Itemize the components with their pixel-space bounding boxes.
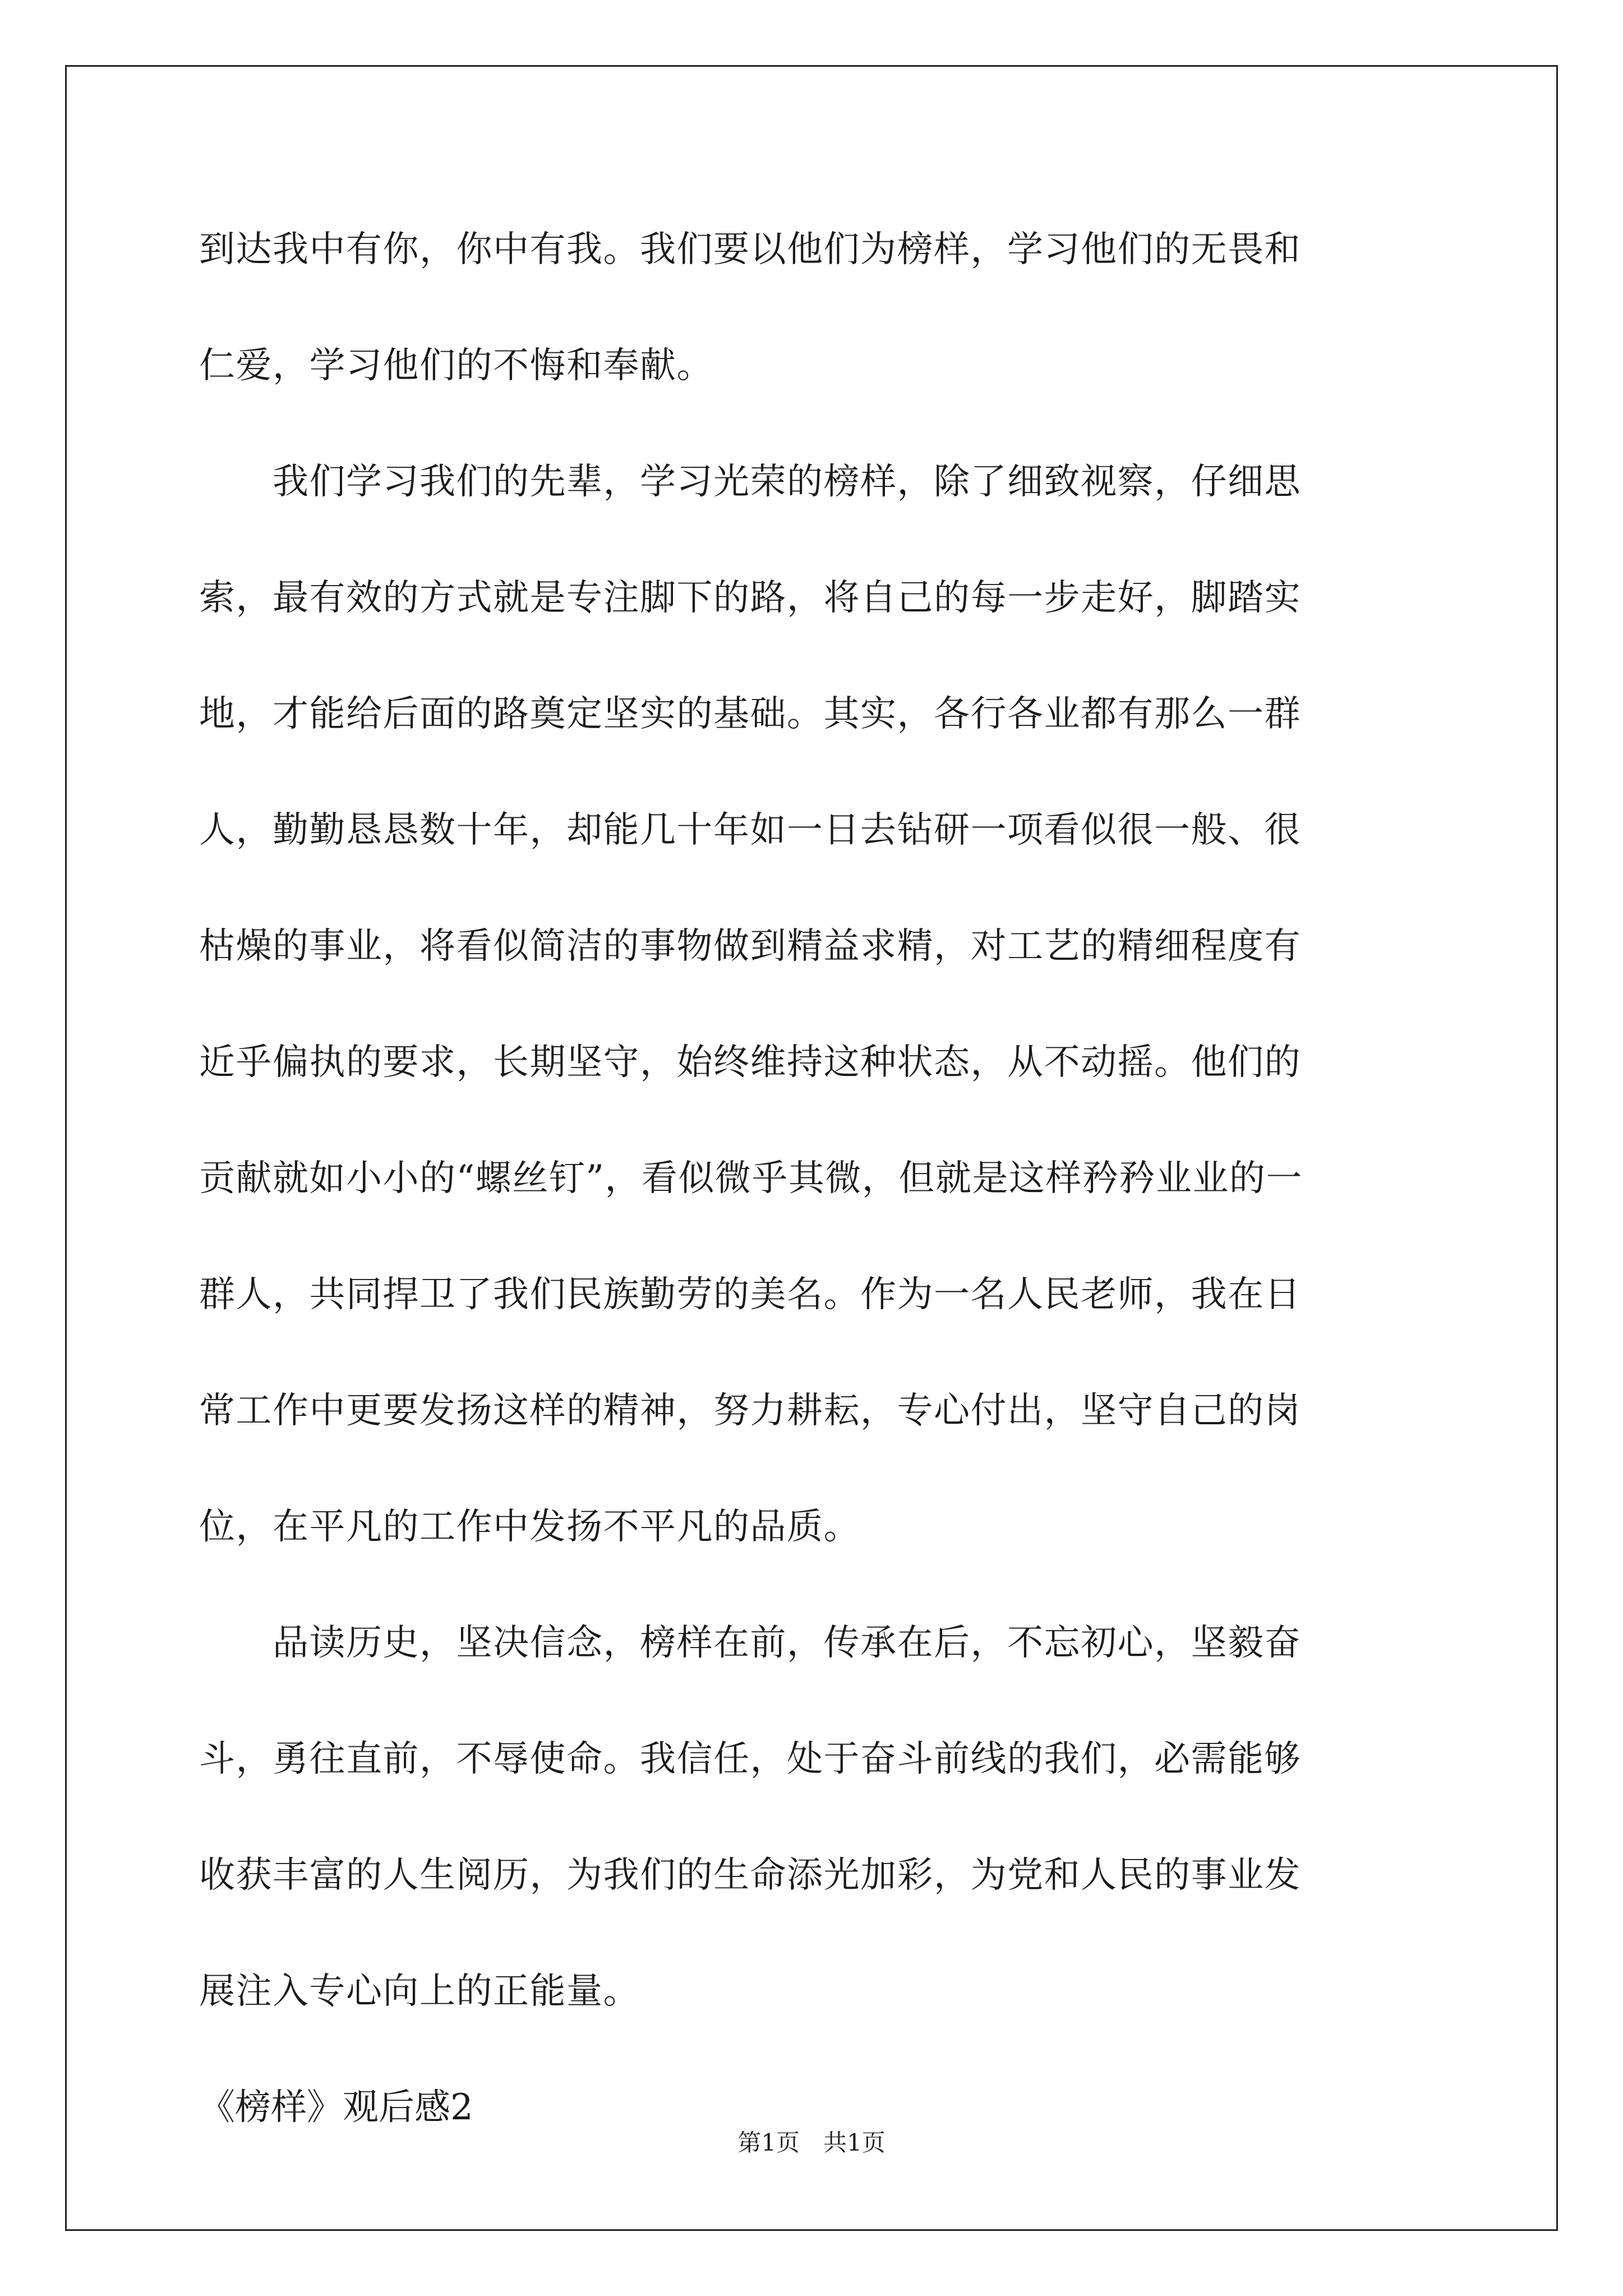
text-line: 仁爱，学习他们的不悔和奉献。 bbox=[199, 345, 713, 386]
text-line: 群人，共同捍卫了我们民族勤劳的美名。作为一名人民老师，我在日 bbox=[199, 1274, 1301, 1315]
text-line: 人，勤勤恳恳数十年，却能几十年如一日去钻研一项看似很一般、很 bbox=[199, 809, 1301, 851]
text-line: 地，才能给后面的路奠定坚实的基础。其实，各行各业都有那么一群 bbox=[199, 693, 1301, 735]
text-line: 展注入专心向上的正能量。 bbox=[199, 1971, 640, 2012]
text-line: 索，最有效的方式就是专注脚下的路，将自己的每一步走好，脚踏实 bbox=[199, 577, 1301, 619]
text-line: 贡献就如小小的“螺丝钉”，看似微乎其微，但就是这样矜矜业业的一 bbox=[199, 1158, 1303, 1199]
text-line: 到达我中有你，你中有我。我们要以他们为榜样，学习他们的无畏和 bbox=[199, 229, 1301, 270]
page-number: 第1页 共1页 bbox=[737, 2129, 886, 2156]
text-line: 常工作中更要发扬这样的精神，努力耕耘，专心付出，坚守自己的岗 bbox=[199, 1390, 1301, 1432]
text-line: 位，在平凡的工作中发扬不平凡的品质。 bbox=[199, 1506, 860, 1548]
section-heading: 《榜样》观后感2 bbox=[199, 2087, 473, 2128]
text-line: 收获丰富的人生阅历，为我们的生命添光加彩，为党和人民的事业发 bbox=[199, 1855, 1301, 1896]
body-text bbox=[199, 213, 1427, 2196]
text-line: 近乎偏执的要求，长期坚守，始终维持这种状态，从不动摇。他们的 bbox=[199, 1042, 1301, 1083]
text-line: 我们学习我们的先辈，学习光荣的榜样，除了细致视察，仔细思 bbox=[199, 461, 1301, 503]
text-line: 品读历史，坚决信念，榜样在前，传承在后，不忘初心，坚毅奋 bbox=[199, 1622, 1301, 1664]
text-line: 枯燥的事业，将看似简洁的事物做到精益求精，对工艺的精细程度有 bbox=[199, 926, 1301, 967]
text-line: 斗，勇往直前，不辱使命。我信任，处于奋斗前线的我们，必需能够 bbox=[199, 1738, 1301, 1780]
